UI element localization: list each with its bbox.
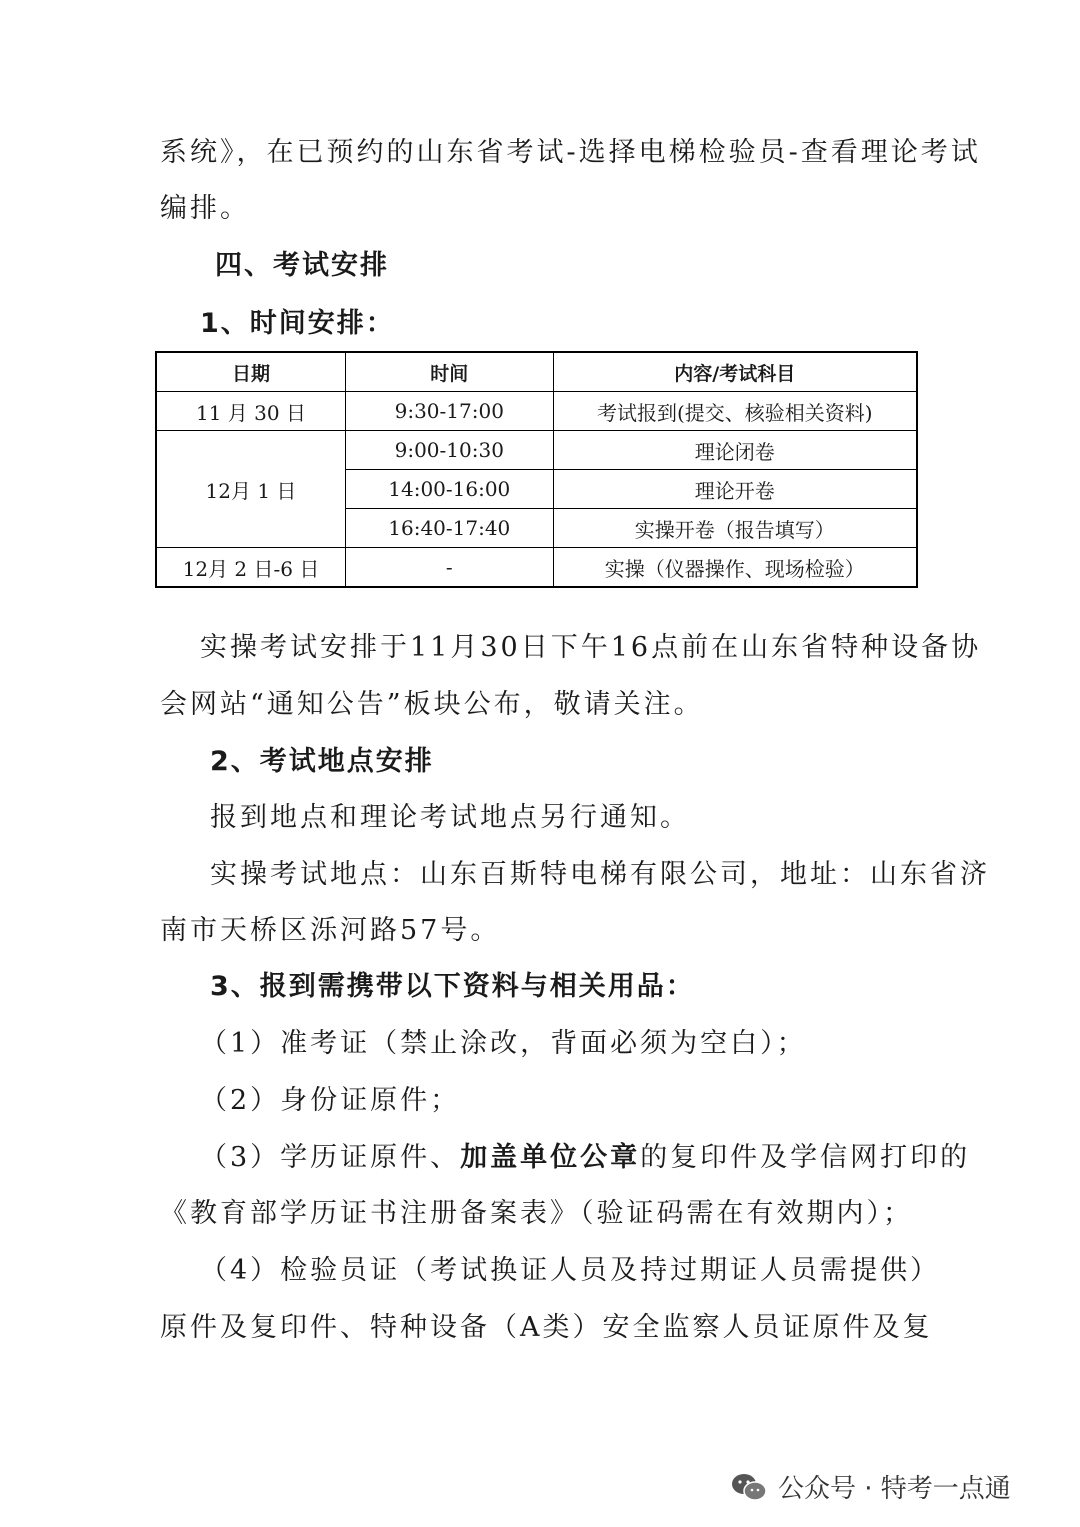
list-item: （2）身份证原件； [200,1085,461,1116]
table-cell: 11 月 30 日 [156,392,346,431]
table-header: 内容/考试科目 [553,352,917,392]
subsection-heading: 2、考试地点安排 [210,746,434,777]
section-heading: 四、考试安排 [215,250,389,281]
list-item-text: 的复印件及学信网打印的 [640,1142,971,1173]
paragraph-line: 会网站“通知公告”板块公布，敬请关注。 [160,689,704,720]
list-item [200,1141,970,1175]
list-item-text: （3）学历证原件、 [200,1142,461,1173]
table-cell: 9:30-17:00 [346,392,554,431]
table-cell: 16:40-17:40 [346,509,554,548]
table-cell: 理论开卷 [553,470,917,509]
paragraph-line: 实操考试安排于11月30日下午16点前在山东省特种设备协 [200,632,982,663]
subsection-heading: 1、时间安排： [200,308,395,339]
wechat-icon [730,1471,768,1503]
table-cell: 14:00-16:00 [346,470,554,509]
table-cell: 考试报到(提交、核验相关资料) [553,392,917,431]
table-cell: 12月 2 日-6 日 [156,548,346,588]
table-header: 时间 [346,352,554,392]
list-item: （4）检验员证（考试换证人员及持过期证人员需提供） [200,1255,941,1286]
table-cell: 12月 1 日 [156,431,346,548]
watermark-text: 公众号 · 特考一点通 [778,1474,1011,1504]
schedule-table [155,351,918,588]
table-cell: 理论闭卷 [553,431,917,470]
watermark [730,1468,1011,1505]
table-row [156,431,917,470]
table-cell: 实操（仪器操作、现场检验） [553,548,917,588]
subsection-heading: 3、报到需携带以下资料与相关用品： [210,971,695,1002]
table-row [156,548,917,588]
list-item-continuation: 原件及复印件、特种设备（A类）安全监察人员证原件及复 [160,1312,933,1343]
emphasis-text: 加盖单位公章 [460,1142,641,1173]
paragraph-line: 系统》，在已预约的山东省考试-选择电梯检验员-查看理论考试 [160,137,981,168]
paragraph-line: 编排。 [160,193,250,224]
table-row [156,392,917,431]
list-item: （1）准考证（禁止涂改，背面必须为空白）； [200,1028,807,1059]
paragraph-line: 南市天桥区泺河路57号。 [160,915,501,946]
list-item-continuation: 《教育部学历证书注册备案表》（验证码需在有效期内）； [160,1198,913,1229]
table-cell: - [346,548,554,588]
table-cell: 实操开卷（报告填写） [553,509,917,548]
paragraph-line: 报到地点和理论考试地点另行通知。 [210,802,690,833]
table-header-row [156,352,917,392]
table-header: 日期 [156,352,346,392]
paragraph-line: 实操考试地点：山东百斯特电梯有限公司，地址：山东省济 [210,859,990,890]
table-cell: 9:00-10:30 [346,431,554,470]
